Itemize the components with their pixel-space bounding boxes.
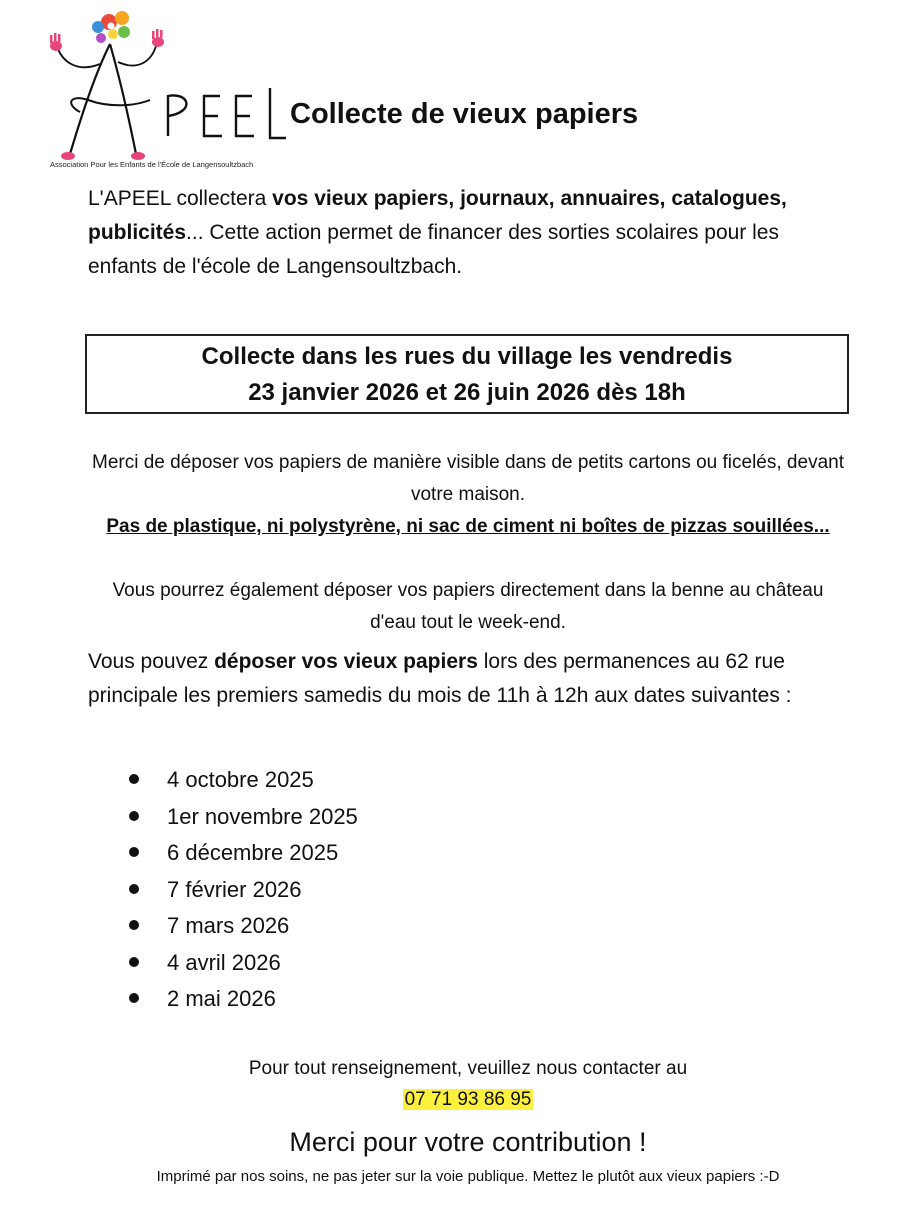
bullet-icon: [129, 993, 139, 1003]
phone-number: 07 71 93 86 95: [404, 1089, 532, 1110]
list-item: [120, 908, 358, 945]
perm-bold: déposer vos vieux papiers: [214, 650, 478, 673]
permanence-dates-list: [120, 762, 358, 1018]
intro-paragraph: [88, 182, 848, 284]
collection-dates-box: [85, 334, 849, 414]
bullet-icon: [129, 957, 139, 967]
bullet-icon: [129, 920, 139, 930]
bullet-icon: [129, 774, 139, 784]
bullet-icon: [129, 884, 139, 894]
phone-container: [90, 1085, 846, 1115]
collection-heading: Collecte dans les rues du village les vendredis: [201, 343, 733, 370]
bullet-icon: [129, 811, 139, 821]
logo-caption: Association Pour les Enfants de l'École de Langensoultzbach: [50, 160, 254, 169]
date-text: 7 mars 2026: [167, 913, 290, 938]
right-hand-icon: [152, 29, 164, 47]
date-text: 4 octobre 2025: [167, 767, 314, 792]
date-text: 7 février 2026: [167, 876, 302, 902]
flower-icon: [92, 11, 130, 43]
page-title: Collecte de vieux papiers: [290, 98, 639, 130]
perm-text-start: Vous pouvez: [88, 650, 215, 673]
list-item: [120, 945, 358, 982]
forbidden-items-warning: Pas de plastique, ni polystyrène, ni sac de ciment ni boîtes de pizzas souillées...: [106, 516, 830, 537]
left-hand-icon: [50, 33, 62, 51]
dumpster-info: Vous pourrez également déposer vos papiers directement dans la benne au château d'eau tout le week-end.: [112, 580, 824, 633]
intro-text-start: L'APEEL collectera: [88, 187, 273, 210]
apeel-logo: [40, 4, 300, 176]
date-text: 1er novembre 2025: [167, 803, 358, 829]
collection-dates: 23 janvier 2026 et 26 juin 2026 dès 18h: [248, 379, 686, 406]
list-item: [120, 762, 358, 799]
permanences-paragraph: [88, 645, 878, 713]
intro-bold-items: vos vieux papiers, journaux, annuaires, catalogues, publicités: [88, 187, 787, 244]
contact-text: Pour tout renseignement, veuillez nous contacter au: [248, 1058, 688, 1079]
date-text: 2 mai 2026: [167, 986, 276, 1011]
deposit-instructions: Merci de déposer vos papiers de manière visible dans de petits cartons ou ficelés, devant votre maison.: [92, 452, 844, 505]
list-item: [120, 872, 358, 909]
list-item: [120, 799, 358, 836]
bullet-icon: [129, 847, 139, 857]
intro-text-end: ... Cette action permet de financer des sorties scolaires pour les enfants de l'école de Langensoultzbach.: [88, 221, 779, 278]
footer-note: Imprimé par nos soins, ne pas jeter sur la voie publique. Mettez le plutôt aux vieux papiers :-D: [156, 1168, 780, 1185]
list-item: [120, 835, 358, 872]
date-text: 4 avril 2026: [167, 949, 281, 975]
thanks-message: Merci pour votre contribution !: [289, 1127, 647, 1157]
date-text: 6 décembre 2025: [167, 840, 339, 865]
list-item: [120, 981, 358, 1018]
perm-text-end: lors des permanences au 62 rue principale les premiers samedis du mois de 11h à 12h aux dates suivantes :: [88, 650, 792, 707]
